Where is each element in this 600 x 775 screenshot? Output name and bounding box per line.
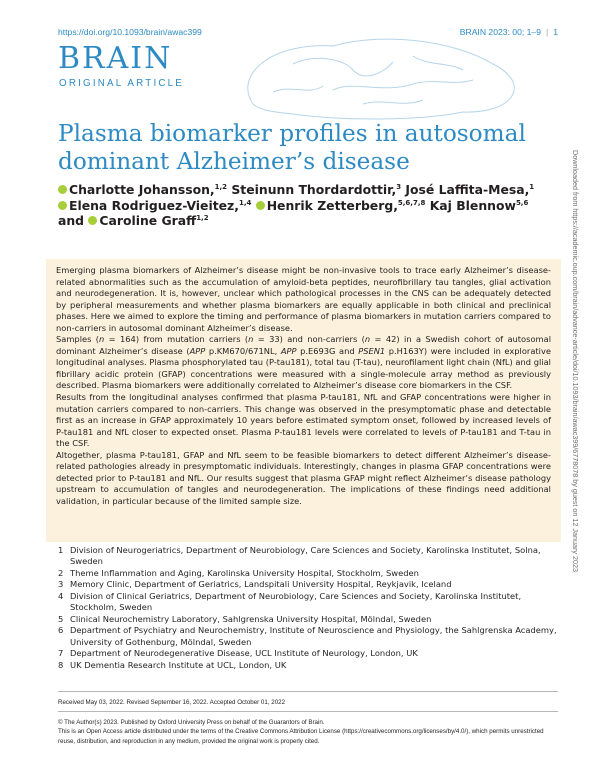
- download-watermark: Downloaded from https://academic.oup.com/brain/advance-article/doi/10.1093/brain/awac399/6778078 by guest on 12 January 2023: [571, 150, 580, 572]
- affiliation-list: [58, 545, 558, 671]
- affiliation-text: Memory Clinic, Department of Geriatrics, Landspitali University Hospital, Reykjavik, Iceland: [70, 579, 452, 590]
- affiliation-text: Theme Inflammation and Aging, Karolinska University Hospital, Stockholm, Sweden: [70, 567, 419, 578]
- author-name: Kaj Blennow: [429, 197, 516, 213]
- author[interactable]: [430, 198, 529, 213]
- affiliation-number: 2: [58, 567, 64, 578]
- affiliation-number: 7: [58, 648, 64, 659]
- doi-link[interactable]: https://doi.org/10.1093/brain/awac399: [58, 27, 202, 37]
- affiliation-text: UK Dementia Research Institute at UCL, London, UK: [70, 659, 287, 670]
- author-name: Charlotte Johansson,: [69, 182, 215, 197]
- abstract: [46, 259, 561, 542]
- license-notice[interactable]: This is an Open Access article distributed under the terms of the Creative Commons Attribution License (https://creativecommons.org/licenses/by/4.0/), which permits unrestricted reuse, distribution, and reproduction in any medium, provided the original work is properly cited.: [58, 728, 544, 745]
- author[interactable]: [405, 182, 534, 197]
- abstract-background: Emerging plasma biomarkers of Alzheimer’s disease might be non-invasive tools to trace early Alzheimer’s disease-related abnormalities such as the accumulation of amyloid-beta peptides, neurofibrillary tau tangles, glial activation and neurodegeneration. It is, however, unclear which pathological processes in the CNS can be adequately detected by peripheral measurements and whether plasma biomarkers are equally applicable in both clinical and preclinical phases. Here we aimed to explore the timing and performance of plasma biomarkers in mutation carriers compared to non-carriers in autosomal dominant Alzheimer’s disease.: [56, 265, 551, 333]
- author[interactable]: [231, 182, 401, 197]
- affiliation-text: Department of Psychiatry and Neurochemistry, Institute of Neuroscience and Physiology, the Sahlgrenska Academy, University of Gothenburg, Mölndal, Sweden: [70, 625, 557, 647]
- affiliation-number: 6: [58, 625, 64, 636]
- journal-masthead: [58, 42, 418, 102]
- copyright-notice: © The Author(s) 2023. Published by Oxford University Press on behalf of the Guarantors of Brain.: [58, 719, 325, 727]
- author-name: José Laffita-Mesa,: [405, 182, 530, 197]
- journal-citation: BRAIN 2023: 00; 1–9: [459, 27, 541, 37]
- received-dates: Received May 03, 2022. Revised September 16, 2022. Accepted October 01, 2022: [58, 699, 286, 706]
- affiliation-item: [58, 660, 558, 671]
- orcid-icon[interactable]: [88, 216, 97, 225]
- affiliation-number: 1: [58, 545, 64, 555]
- author-conjunction: and: [58, 213, 85, 229]
- abstract-results: Results from the longitudinal analyses confirmed that plasma P-tau181, NfL and GFAP concentrations were higher in mutation carriers compared to non-carriers. This change was observed in the presymptomatic phase and detectable first as an increase in GFAP approximately 10 years before estimated symptom onset, followed by increased levels of P-tau181 and NfL closer to expected onset. Plasma P-tau181 levels were correlated to levels of P-tau181 and T-tau in the CSF.: [56, 392, 551, 449]
- affiliation-ref: 1,4: [238, 198, 252, 207]
- page-number: 1: [553, 27, 558, 37]
- affiliation-item: [58, 568, 558, 579]
- author[interactable]: [58, 182, 227, 197]
- article-title: Plasma biomarker profiles in autosomal dominant Alzheimer’s disease: [58, 120, 526, 175]
- affiliation-item: [58, 579, 558, 590]
- affiliation-item: [58, 591, 558, 614]
- affiliation-number: 4: [58, 590, 64, 601]
- affiliation-item: [58, 625, 558, 648]
- author-name: Caroline Graff: [99, 213, 197, 229]
- brain-illustration-icon: [213, 34, 543, 124]
- affiliation-ref: 5,6: [515, 198, 529, 207]
- abstract-conclusions: Altogether, plasma P-tau181, GFAP and NfL seem to be feasible biomarkers to detect different Alzheimer’s disease-related pathologies already in presymptomatic individuals. Interestingly, changes in plasma GFAP concentrations were detected prior to P-tau181 and NfL. Our results suggest that plasma GFAP might reflect Alzheimer’s disease pathology upstream to accumulation of tangles and neurodegeneration. The implications of these findings need additional validation, in particular because of the limited sample size.: [56, 449, 551, 506]
- affiliation-number: 8: [58, 659, 64, 670]
- affiliation-ref: 1: [529, 183, 535, 191]
- orcid-icon[interactable]: [256, 201, 265, 210]
- author[interactable]: [256, 198, 426, 213]
- affiliation-ref: 1,2: [214, 183, 228, 191]
- author-list: [58, 182, 538, 229]
- affiliation-item: [58, 614, 558, 625]
- affiliation-text: Division of Neurogeriatrics, Department of Neurobiology, Care Sciences and Society, Karolinska Institutet, Solna, Sweden: [70, 545, 541, 567]
- affiliation-text: Department of Neurodegenerative Disease, UCL Institute of Neurology, London, UK: [70, 648, 418, 659]
- author-name: Henrik Zetterberg,: [266, 197, 398, 213]
- footer-divider: [58, 711, 558, 712]
- orcid-icon[interactable]: [58, 185, 67, 194]
- affiliation-text: Clinical Neurochemistry Laboratory, Sahlgrenska University Hospital, Mölndal, Sweden: [70, 613, 432, 624]
- article-footer: [58, 687, 558, 746]
- affiliation-number: 3: [58, 579, 64, 590]
- affiliation-number: 5: [58, 613, 64, 624]
- affiliation-text: Division of Clinical Geriatrics, Department of Neurobiology, Care Sciences and Society, Karolinska Institutet, Stockholm, Sweden: [70, 590, 522, 613]
- affiliation-ref: 5,6,7,8: [397, 198, 426, 207]
- separator: |: [545, 27, 549, 37]
- affiliation-item: [58, 648, 558, 659]
- article-type: ORIGINAL ARTICLE: [59, 78, 185, 89]
- journal-logo: BRAIN: [58, 41, 173, 76]
- orcid-icon[interactable]: [58, 201, 67, 210]
- author[interactable]: [88, 213, 208, 228]
- abstract-methods: Samples (n = 164) from mutation carriers (n = 33) and non-carriers (n = 42) in a Swedish cohort of autosomal dominant Alzheimer’s disease (APP p.KM670/671NL, APP p.E693G and PSEN1 p.H163Y) were included in explorative longitudinal analyses. Plasma phosphorylated tau (P-tau181), total tau (T-tau), neurofilament light chain (NfL) and glial fibrillary acidic protein (GFAP) concentrations were measured with a single-molecule array method as previously described. Plasma biomarkers were additionally correlated to Alzheimer’s disease core biomarkers in the CSF.: [56, 334, 552, 391]
- footer-divider: [58, 691, 558, 692]
- affiliation-ref: 1,2: [196, 214, 209, 223]
- author-name: Steinunn Thordardottir,: [231, 182, 397, 197]
- author-name: Elena Rodriguez-Vieitez,: [69, 197, 239, 213]
- affiliation-ref: 3: [396, 183, 402, 191]
- author[interactable]: [58, 198, 251, 213]
- affiliation-item: [58, 545, 558, 568]
